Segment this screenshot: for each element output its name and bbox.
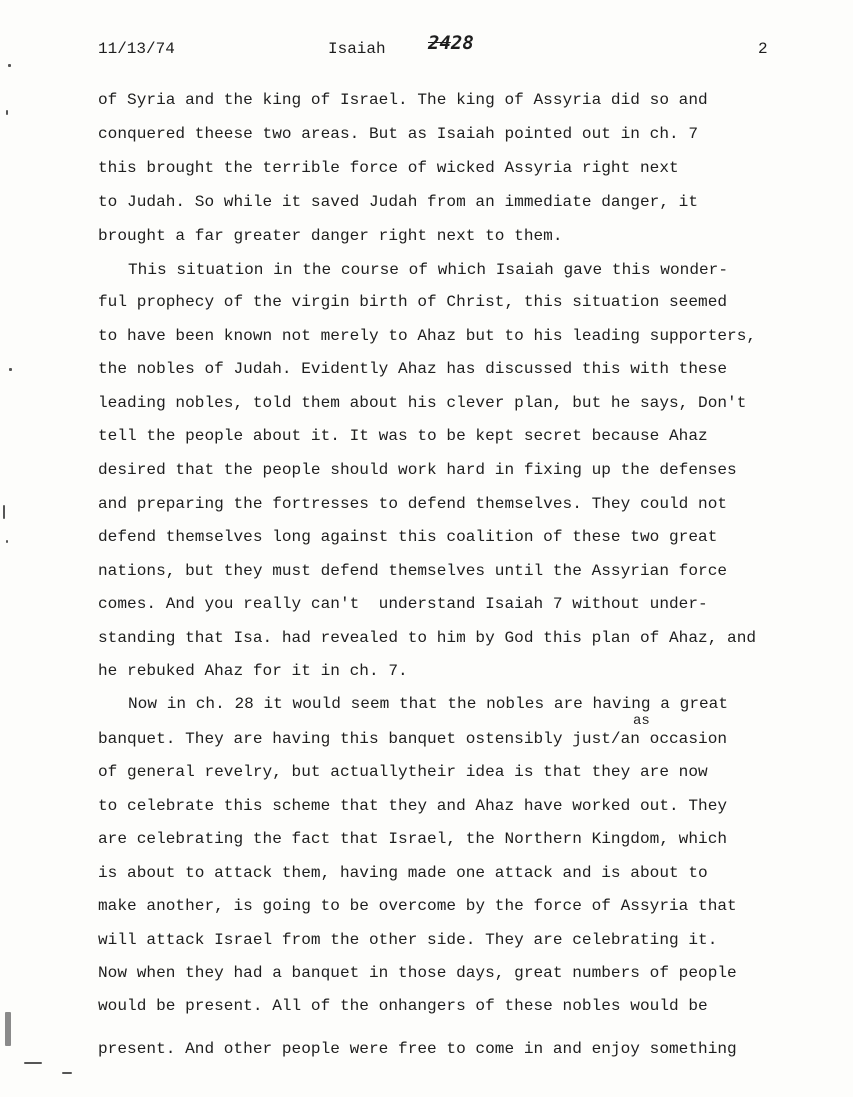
body-line: brought a far greater danger right next to them.: [98, 227, 563, 245]
body-line: present. And other people were free to come in and enjoy something: [98, 1040, 737, 1058]
interlinear-insertion: as: [633, 713, 650, 729]
struck-number: 24: [428, 32, 451, 54]
scan-speck: [5, 1012, 11, 1046]
body-line: banquet. They are having this banquet ostensibly just/an occasion: [98, 730, 728, 748]
body-line: is about to attack them, having made one attack and is about to: [98, 864, 708, 882]
paragraph-start-line: Now in ch. 28 it would seem that the nobles are having a great: [128, 695, 729, 713]
body-line: leading nobles, told them about his clever plan, but he says, Don't: [98, 394, 747, 412]
body-line: make another, is going to be overcome by the force of Assyria that: [98, 897, 737, 915]
body-line: tell the people about it. It was to be kept secret because Ahaz: [98, 427, 708, 445]
body-line: will attack Israel from the other side. They are celebrating it.: [98, 931, 718, 949]
body-line: ful prophecy of the virgin birth of Christ, this situation seemed: [98, 293, 728, 311]
handwritten-section-number: [428, 32, 474, 54]
body-line: would be present. All of the onhangers of these nobles would be: [98, 997, 708, 1015]
body-line: this brought the terrible force of wicked Assyria right next: [98, 159, 679, 177]
body-line: are celebrating the fact that Israel, the Northern Kingdom, which: [98, 830, 728, 848]
body-line: desired that the people should work hard in fixing up the defenses: [98, 461, 737, 479]
body-line: to Judah. So while it saved Judah from an immediate danger, it: [98, 193, 699, 211]
scan-speck: [6, 540, 8, 543]
scan-speck: [3, 505, 5, 519]
body-line: defend themselves long against this coalition of these two great: [98, 528, 718, 546]
paragraph-start-line: This situation in the course of which Isaiah gave this wonder-: [128, 261, 729, 279]
body-line: and preparing the fortresses to defend themselves. They could not: [98, 495, 728, 513]
body-line: to have been known not merely to Ahaz but to his leading supporters,: [98, 327, 757, 345]
page-number: 2: [758, 40, 768, 58]
body-line: conquered theese two areas. But as Isaiah pointed out in ch. 7: [98, 125, 699, 143]
scan-speck: [6, 110, 8, 115]
body-line: comes. And you really can't understand Isaiah 7 without under-: [98, 595, 708, 613]
body-line: to celebrate this scheme that they and Ahaz have worked out. They: [98, 797, 728, 815]
scan-speck: [9, 368, 12, 371]
body-line: he rebuked Ahaz for it in ch. 7.: [98, 662, 408, 680]
scan-speck: [8, 64, 11, 67]
body-line: of Syria and the king of Israel. The king of Assyria did so and: [98, 91, 708, 109]
body-line: Now when they had a banquet in those days, great numbers of people: [98, 964, 737, 982]
header-title: Isaiah: [328, 40, 386, 58]
header-date: 11/13/74: [98, 40, 175, 58]
body-line: standing that Isa. had revealed to him by God this plan of Ahaz, and: [98, 629, 757, 647]
scan-speck: [62, 1072, 72, 1074]
body-line: nations, but they must defend themselves until the Assyrian force: [98, 562, 728, 580]
body-line: of general revelry, but actuallytheir idea is that they are now: [98, 763, 708, 781]
scan-speck: [24, 1062, 42, 1064]
corrected-number: 28: [450, 32, 474, 54]
body-line: the nobles of Judah. Evidently Ahaz has discussed this with these: [98, 360, 728, 378]
